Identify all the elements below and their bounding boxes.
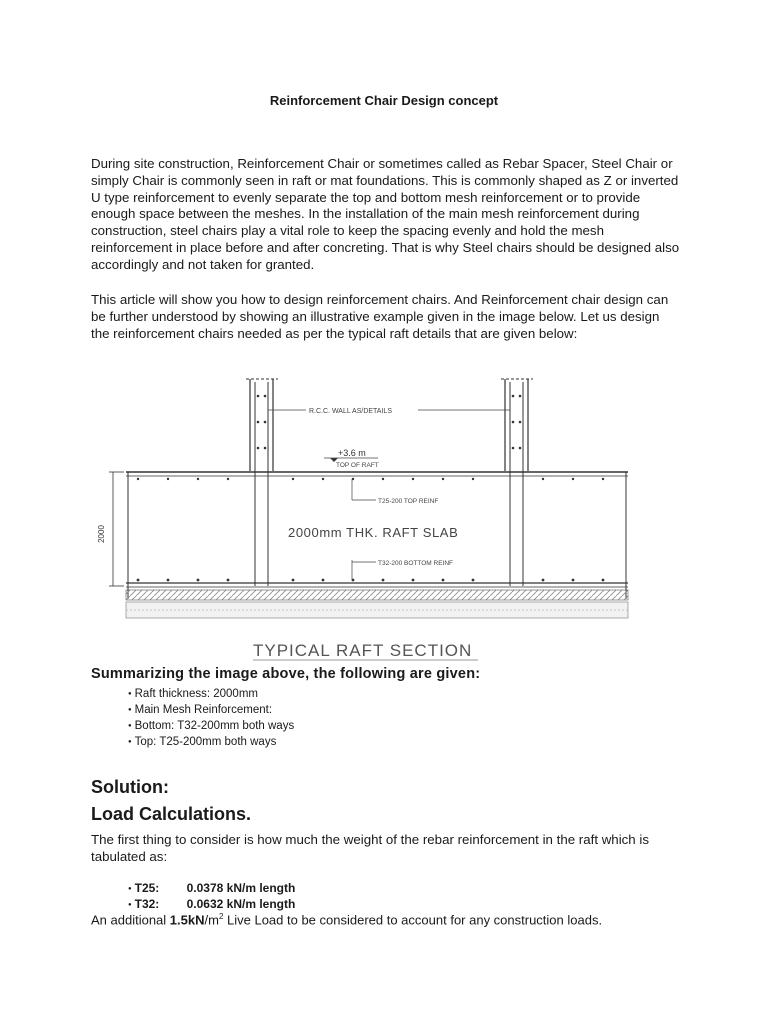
solution-heading: Solution: — [91, 777, 169, 797]
given-heading: Summarizing the image above, the following are given: — [91, 666, 481, 682]
bar-size: T32: — [134, 897, 160, 911]
figure-caption: TYPICAL RAFT SECTION — [253, 641, 473, 660]
given-list — [128, 686, 294, 750]
live-unit: /m — [204, 912, 219, 928]
list-item: ● Bottom: T32-200mm both ways — [128, 718, 294, 734]
list-item: ● Top: T25-200mm both ways — [128, 734, 294, 750]
intro-paragraph: During site construction, Reinforcement Chair or sometimes called as Rebar Spacer, Steel Chair or simply Chair is commonly seen in raft or mat foundations. This is commonly shaped as Z or inverted U type reinforcement to evenly separate the top and bottom mesh reinforcement or to provide enough space between the meshes. In the installation of the main mesh reinforcement during construction, steel chairs play a vital role to keep the spacing evenly and hold the mesh reinforcement in place before and after concreting. That is why Steel chairs should be designed also accordingly and not taken for granted. — [91, 156, 680, 272]
live-suffix: Live Load to be considered to account for any construction loads. — [223, 912, 603, 928]
load-paragraph: The first thing to consider is how much the weight of the rebar reinforcement in the raft which is tabulated as: — [91, 832, 649, 864]
top-of-raft-label: TOP OF RAFT — [336, 462, 379, 469]
live-prefix: An additional — [91, 912, 170, 928]
bar-size: T25: — [134, 881, 160, 895]
live-value: 1.5kN — [169, 912, 205, 928]
raft-section-figure — [97, 374, 633, 664]
article-paragraph: This article will show you how to design reinforcement chairs. And Reinforcement chair design can be further understood by showing an illustrative example given in the image below. Let us design the reinforcement chairs needed as per the typical raft details that are given below: — [91, 292, 669, 341]
bottom-reinf-label: T32-200 BOTTOM REINF — [378, 560, 454, 567]
live-load-text — [91, 912, 602, 927]
list-item — [128, 897, 295, 913]
top-reinf-label: T25-200 TOP REINF — [378, 498, 439, 505]
list-item — [128, 881, 295, 897]
page-title: Reinforcement Chair Design concept — [269, 93, 499, 108]
level-label: +3.6 m — [338, 448, 366, 458]
list-item: ● Raft thickness: 2000mm — [128, 686, 294, 702]
load-calc-heading: Load Calculations. — [91, 804, 252, 824]
live-exponent: 2 — [218, 912, 224, 921]
wall-label: R.C.C. WALL AS/DETAILS — [309, 408, 392, 415]
slab-label: 2000mm THK. RAFT SLAB — [288, 525, 459, 540]
load-list — [128, 881, 295, 913]
list-item: ● Main Mesh Reinforcement: — [128, 702, 294, 718]
dimension-label: 2000 — [97, 525, 106, 543]
bar-weight: 0.0378 kN/m length — [186, 881, 296, 895]
raft-section-drawing — [97, 374, 633, 664]
bar-weight: 0.0632 kN/m length — [186, 897, 296, 911]
